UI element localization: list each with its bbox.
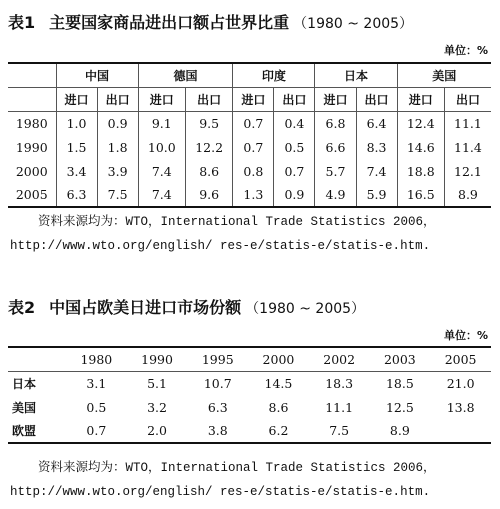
table-cell: 8.6 <box>268 399 289 415</box>
year-cell: 2005 <box>8 183 56 207</box>
table-cell: 8.6 <box>185 159 232 183</box>
table-cell: 8.9 <box>444 183 491 207</box>
table-cell: 0.9 <box>274 183 315 207</box>
table1-corner-cell <box>8 63 56 87</box>
table1-title-text: 主要国家商品进出口额占世界比重 <box>49 13 290 32</box>
table-cell: 6.4 <box>356 111 397 135</box>
table-row <box>8 135 491 159</box>
year-cell: 1990 <box>15 139 48 155</box>
table-cell: 7.4 <box>138 183 185 207</box>
table1-import-header: 进口 <box>397 87 444 111</box>
table-row <box>8 111 491 135</box>
year-header: 1980 <box>66 347 127 371</box>
table-cell: 4.9 <box>315 183 356 207</box>
table1-import-header: 进口 <box>138 87 185 111</box>
table2-label: 表2 <box>8 298 36 317</box>
table1-import-header: 进口 <box>233 87 274 111</box>
table2-range: （1980 ~ 2005） <box>245 301 366 317</box>
table-cell: 0.5 <box>274 135 315 159</box>
table1-export-header: 出口 <box>274 87 315 111</box>
table-cell: 5.1 <box>147 375 167 391</box>
table-cell: 1.3 <box>233 183 274 207</box>
year-header: 2005 <box>430 347 491 371</box>
table-cell: 7.4 <box>356 159 397 183</box>
table-cell: 0.4 <box>274 111 315 135</box>
table-row <box>8 371 491 395</box>
table1-source-note <box>10 210 496 258</box>
table-cell: 8.9 <box>370 419 431 443</box>
year-header: 2000 <box>248 347 309 371</box>
table-cell: 3.1 <box>86 375 107 391</box>
table-cell: 7.4 <box>138 159 185 183</box>
table2-title <box>8 295 365 318</box>
table1-country-header: 日本 <box>315 63 397 87</box>
table-cell: 8.3 <box>356 135 397 159</box>
table-cell: 12.1 <box>444 159 491 183</box>
year-cell: 2000 <box>15 163 48 179</box>
table1-export-header: 出口 <box>444 87 491 111</box>
table2-source-note <box>10 456 496 504</box>
year-cell: 1980 <box>15 115 48 131</box>
table1-subheader-row <box>8 87 491 111</box>
table-cell: 12.2 <box>185 135 232 159</box>
row-label: 美国 <box>12 400 37 415</box>
table-cell: 1.5 <box>56 135 97 159</box>
table-cell <box>430 419 491 443</box>
table1-export-header: 出口 <box>97 87 138 111</box>
table-cell: 6.8 <box>315 111 356 135</box>
table1-country-header-row <box>8 63 491 87</box>
table1-corner-cell <box>8 87 56 111</box>
table-cell: 9.6 <box>185 183 232 207</box>
table1-source-line2: http://www.wto.org/english/ res-e/statis-e/statis-e.htm. <box>10 239 431 253</box>
table-cell: 6.6 <box>315 135 356 159</box>
table-cell: 9.1 <box>138 111 185 135</box>
table1-range: （1980 ~ 2005） <box>293 16 414 32</box>
table-cell: 11.4 <box>444 135 491 159</box>
table-cell: 0.7 <box>233 135 274 159</box>
table-cell: 6.3 <box>56 183 97 207</box>
table-cell: 3.9 <box>97 159 138 183</box>
table2-title-text: 中国占欧美日进口市场份额 <box>49 298 242 317</box>
table1-import-header: 进口 <box>56 87 97 111</box>
table-cell: 18.8 <box>397 159 444 183</box>
table-cell: 7.5 <box>97 183 138 207</box>
table1-label: 表1 <box>8 13 36 32</box>
year-header: 2002 <box>309 347 370 371</box>
year-header: 1995 <box>187 347 248 371</box>
table2-source-line1: 资料来源均为：WTO，International Trade Statistics 2006， <box>38 461 436 475</box>
table1-export-header: 出口 <box>356 87 397 111</box>
table-row <box>8 395 491 419</box>
table1-import-header: 进口 <box>315 87 356 111</box>
table-cell: 12.4 <box>397 111 444 135</box>
table-cell: 3.4 <box>56 159 97 183</box>
table2-unit: 单位：% <box>443 329 488 342</box>
table-cell: 2.0 <box>127 419 188 443</box>
table-cell: 9.5 <box>185 111 232 135</box>
table-cell: 10.0 <box>138 135 185 159</box>
table1-export-header: 出口 <box>185 87 232 111</box>
table-cell: 0.7 <box>66 419 127 443</box>
table-cell: 7.5 <box>309 419 370 443</box>
table1-country-header: 印度 <box>233 63 315 87</box>
table-cell: 11.1 <box>325 399 354 415</box>
table-cell: 14.5 <box>264 375 293 391</box>
table-cell: 18.3 <box>325 375 354 391</box>
table-cell: 0.8 <box>233 159 274 183</box>
table-cell: 5.7 <box>315 159 356 183</box>
table2 <box>8 346 491 444</box>
table1-country-header: 德国 <box>138 63 233 87</box>
row-label: 欧盟 <box>8 419 66 443</box>
table1-source-line1: 资料来源均为：WTO，International Trade Statistics 2006， <box>38 215 436 229</box>
table-cell: 1.8 <box>97 135 138 159</box>
table2-header-row <box>8 347 491 371</box>
table-row <box>8 183 491 207</box>
table1-country-header: 美国 <box>397 63 491 87</box>
table-cell: 0.9 <box>97 111 138 135</box>
table-cell: 10.7 <box>203 375 232 391</box>
table2-source-line2: http://www.wto.org/english/ res-e/statis-e/statis-e.htm. <box>10 485 431 499</box>
table-row <box>8 419 491 443</box>
table1 <box>8 62 491 208</box>
table-cell: 3.2 <box>147 399 167 415</box>
table-cell: 6.3 <box>207 399 228 415</box>
table-cell: 5.9 <box>356 183 397 207</box>
table1-unit: 单位：% <box>443 44 488 57</box>
table-cell: 11.1 <box>444 111 491 135</box>
table-cell: 0.7 <box>233 111 274 135</box>
table-cell: 14.6 <box>397 135 444 159</box>
table-cell: 0.5 <box>86 399 107 415</box>
table-cell: 12.5 <box>385 399 414 415</box>
table1-country-header: 中国 <box>56 63 138 87</box>
year-header: 2003 <box>370 347 431 371</box>
year-header: 1990 <box>127 347 188 371</box>
table1-title <box>8 10 413 33</box>
table2-corner-cell <box>8 347 66 371</box>
row-label: 日本 <box>12 376 37 391</box>
table-cell: 18.5 <box>385 375 414 391</box>
table-cell: 21.0 <box>446 375 475 391</box>
table-cell: 13.8 <box>446 399 475 415</box>
table-cell: 3.8 <box>187 419 248 443</box>
table-row <box>8 159 491 183</box>
table-cell: 6.2 <box>248 419 309 443</box>
table-cell: 1.0 <box>56 111 97 135</box>
table-cell: 0.7 <box>274 159 315 183</box>
table-cell: 16.5 <box>397 183 444 207</box>
